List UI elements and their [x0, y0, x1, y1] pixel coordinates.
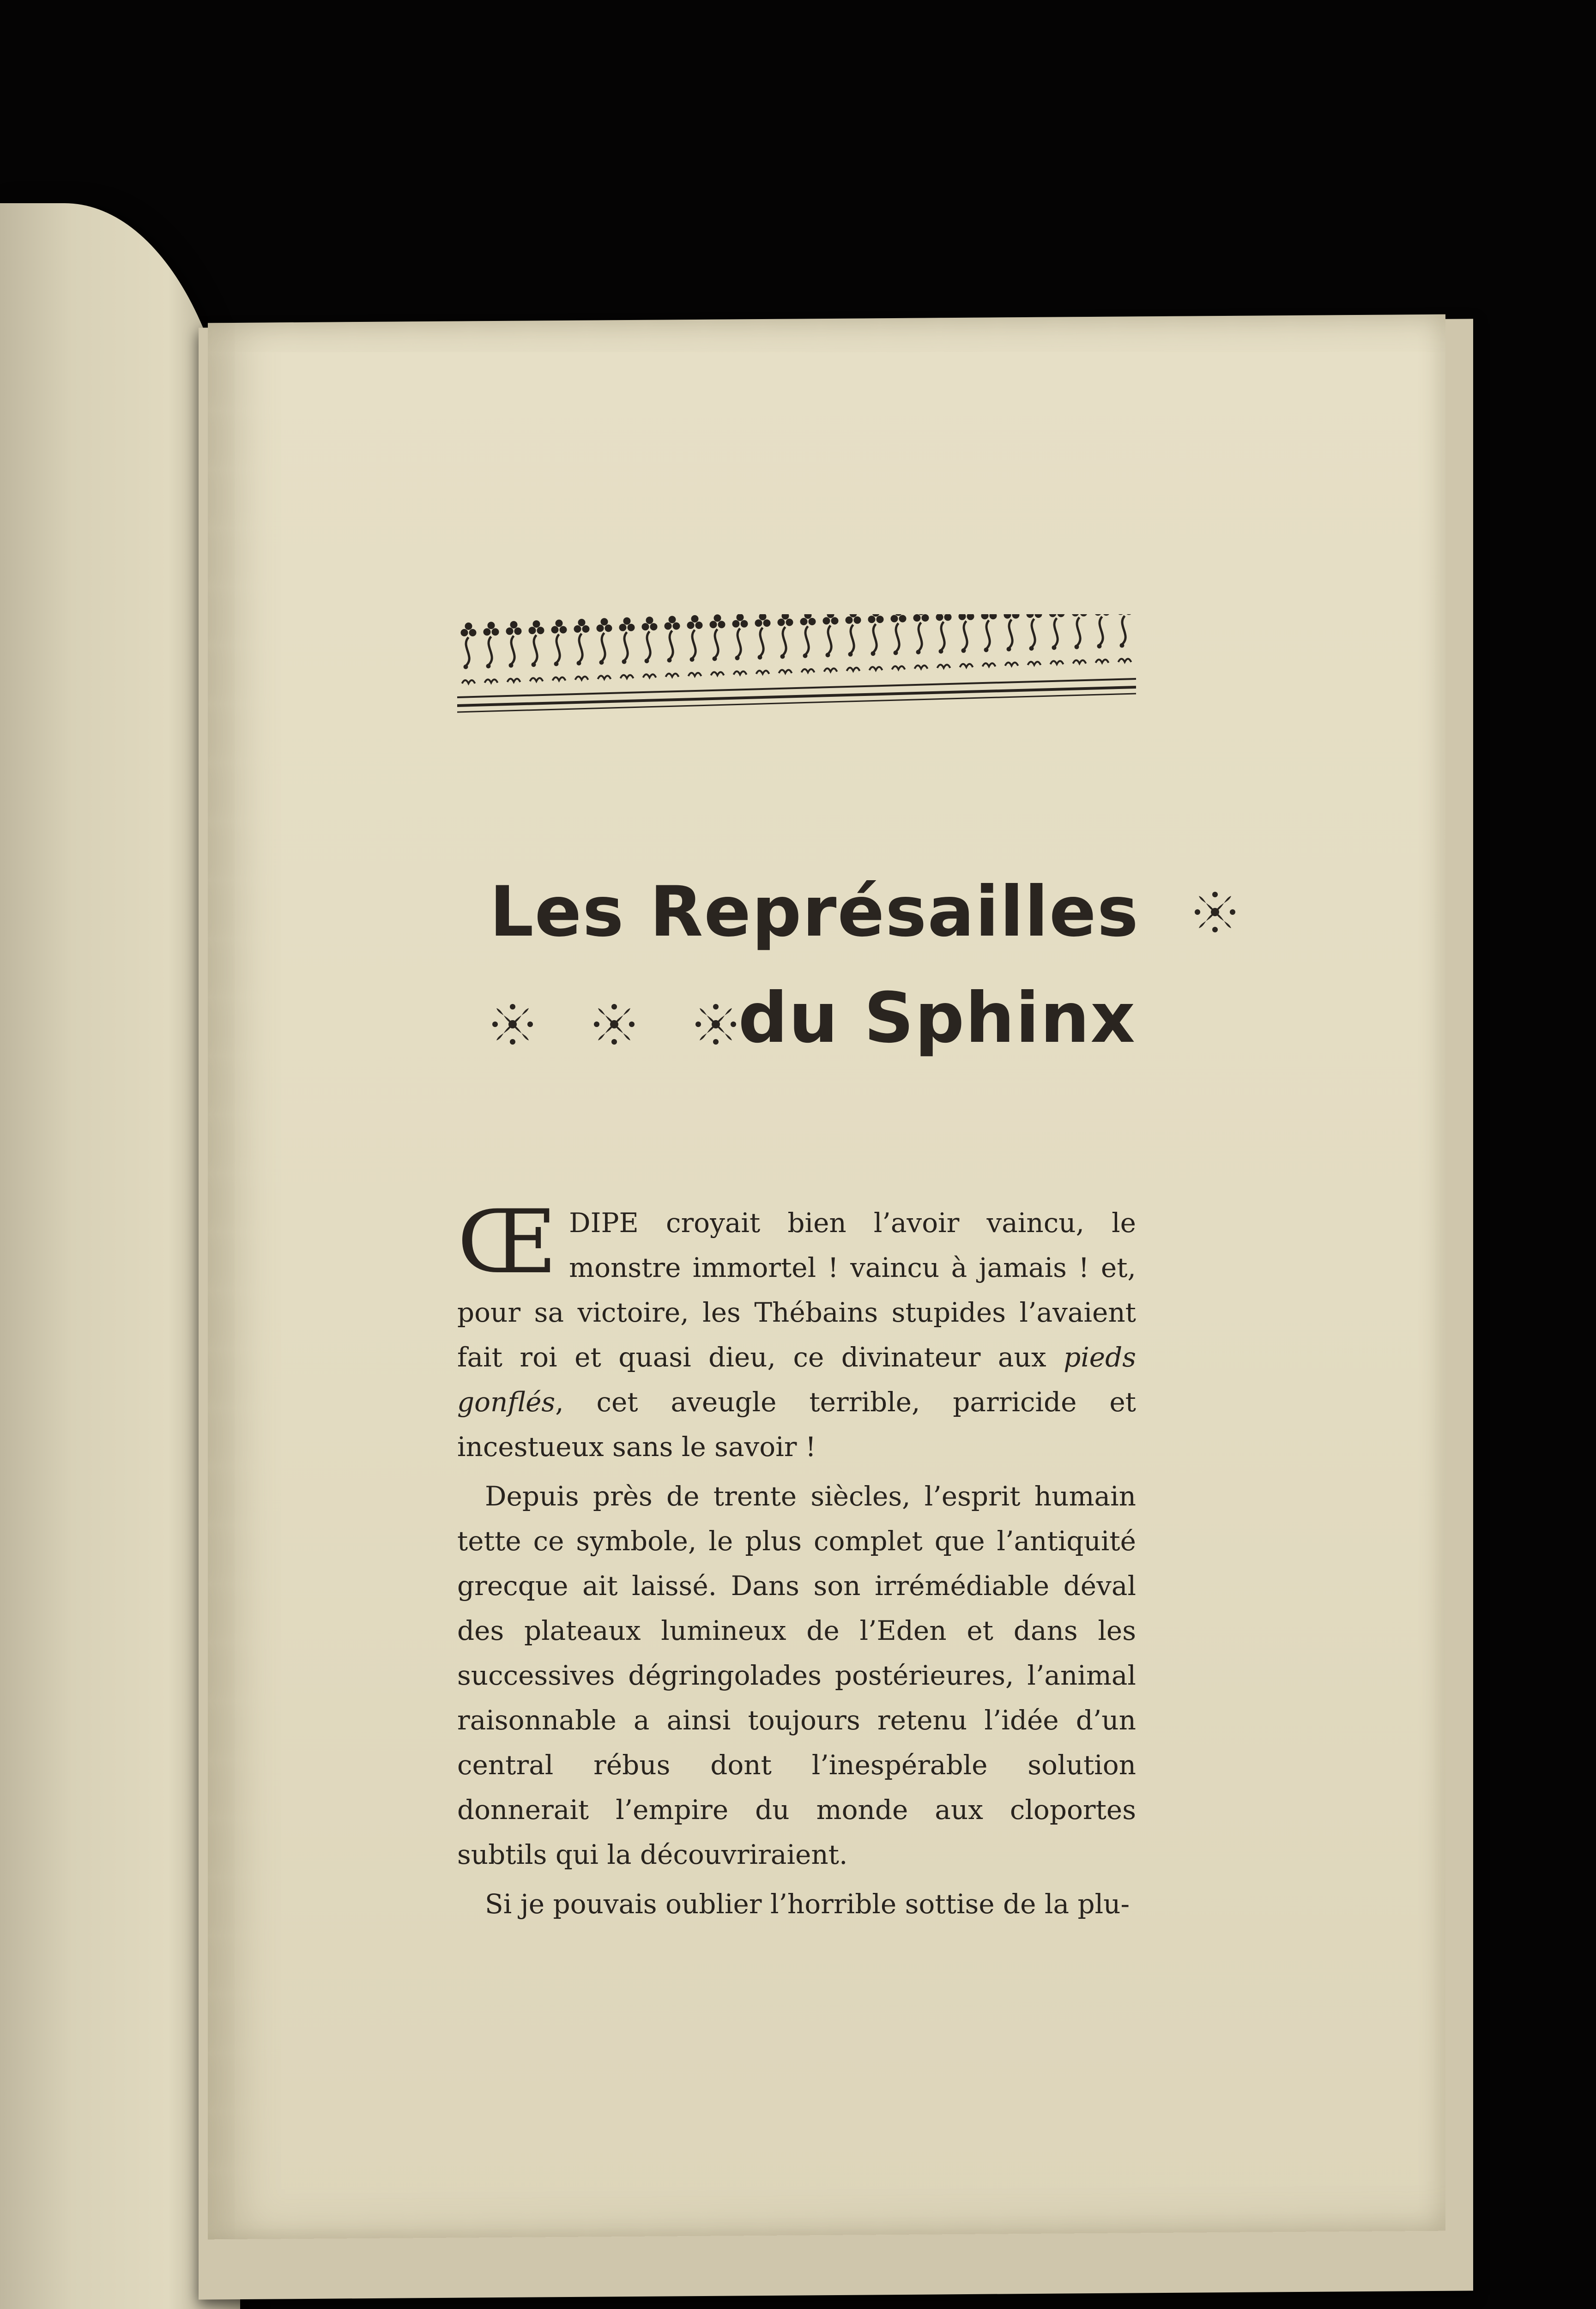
title-text-1: Les Représailles — [490, 871, 1139, 952]
title-text-2: du Sphinx — [738, 978, 1136, 1058]
paragraph-3: Si je pouvais oublier l’horrible sottise de la plu- — [485, 1888, 1130, 1920]
paragraph-1 — [457, 1191, 1136, 1469]
floral-fleuron-icon — [1192, 889, 1238, 935]
greek-palmette-ornament-icon — [457, 614, 1136, 720]
body-text — [457, 1191, 1136, 1927]
paragraph-1-end: , cet aveugle terrible, parricide et incestueux sans le savoir ! — [457, 1386, 1136, 1463]
floral-fleuron-icon — [591, 1001, 637, 1047]
floral-fleuron-icon — [490, 1001, 536, 1047]
page-content — [457, 614, 1139, 1920]
drop-cap: Œ — [457, 1191, 546, 1293]
paragraph-1-text: DIPE croyait bien l’avoir vaincu, le monstre immortel ! vaincu à jamais ! et, pour sa victoire, les Thébains stupides l’avaient fait roi et quasi dieu, ce divinateur aux — [457, 1207, 1136, 1373]
paragraph-2: Depuis près de trente siècles, l’esprit humain tette ce symbole, le plus complet que l’antiquité grecque ait laissé. Dans son irrémédiable déval des plateaux lumineux de l’Eden et dans les successives dégringolades postérieures, l’animal raisonnable a ainsi toujours retenu l’idée d’un central rébus dont l’inespérable solution donnerait l’empire du monde aux cloportes subtils qui la découvriraient. — [457, 1481, 1136, 1870]
title-line-1 — [490, 871, 1238, 952]
paragraph-1-italic: pieds gonflés — [457, 1342, 1136, 1418]
floral-fleuron-icon — [693, 1001, 739, 1047]
